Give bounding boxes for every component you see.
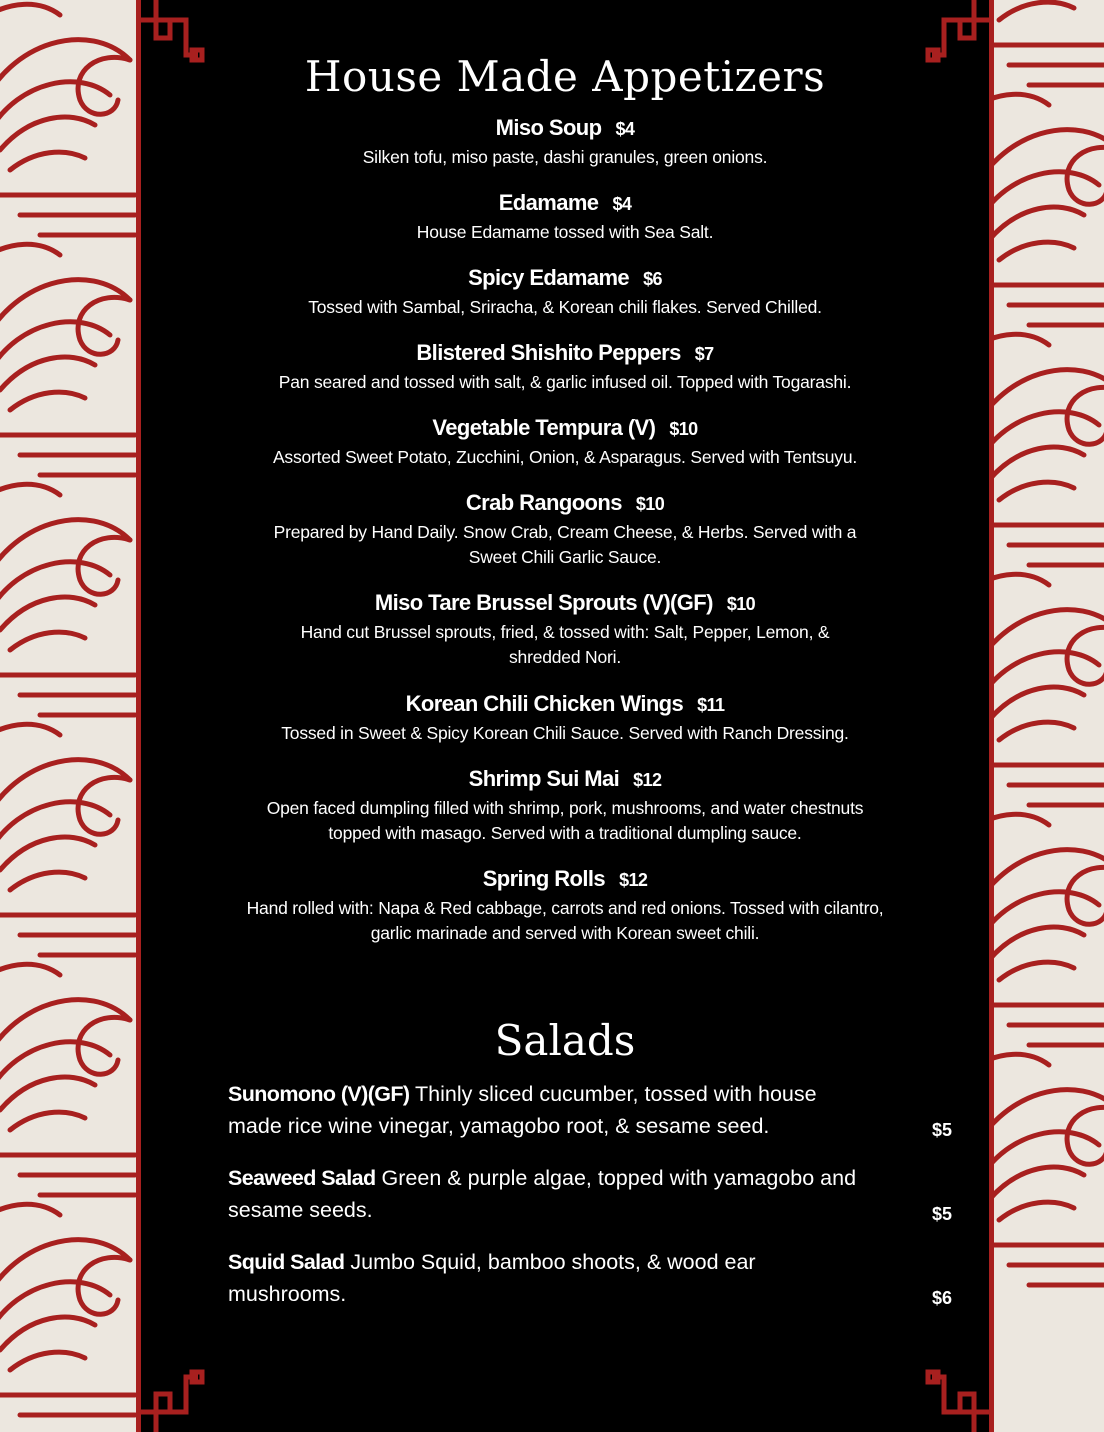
- item-name: Crab Rangoons: [465, 490, 622, 515]
- item-description: Silken tofu, miso paste, dashi granules, green onions.: [362, 147, 768, 167]
- list-item: [141, 487, 989, 587]
- item-description: Thinly sliced cucumber, tossed with house made rice wine vinegar, yamagobo root, & sesame seed.: [228, 1082, 817, 1138]
- item-name: Vegetable Tempura (V): [432, 415, 656, 440]
- item-price: $6: [643, 269, 662, 289]
- item-name: Squid Salad: [228, 1250, 345, 1274]
- fret-corner-icon: [924, 1362, 994, 1432]
- appetizer-list: [141, 112, 989, 943]
- item-price: $10: [635, 494, 665, 514]
- item-price: $5: [931, 1204, 952, 1224]
- item-description: Pan seared and tossed with salt, & garlic infused oil. Topped with Togarashi.: [278, 372, 852, 392]
- item-description: Assorted Sweet Potato, Zucchini, Onion, & Asparagus. Served with Tentsuyu.: [272, 447, 858, 467]
- list-item: [141, 337, 989, 412]
- left-wave-border: [0, 0, 140, 1432]
- item-description: Open faced dumpling filled with shrimp, pork, mushrooms, and water chestnuts topped with masago. Served with a traditional dumpling sauce.: [266, 798, 864, 843]
- item-name: Shrimp Sui Mai: [468, 766, 620, 791]
- appetizers-title: House Made Appetizers: [304, 52, 826, 101]
- list-item: [141, 187, 989, 262]
- item-price: $4: [612, 194, 632, 214]
- list-item: [141, 112, 989, 187]
- list-item: [141, 412, 989, 487]
- list-item: [228, 1246, 952, 1310]
- item-name: Seaweed Salad: [228, 1166, 376, 1190]
- list-item: [141, 763, 989, 863]
- item-description: Prepared by Hand Daily. Snow Crab, Cream Cheese, & Herbs. Served with a Sweet Chili Garlic Sauce.: [273, 522, 857, 567]
- item-name: Korean Chili Chicken Wings: [405, 691, 684, 716]
- item-price: $10: [669, 419, 698, 439]
- item-name: Spring Rolls: [482, 866, 606, 891]
- fret-corner-icon: [136, 1362, 206, 1432]
- item-description: House Edamame tossed with Sea Salt.: [416, 222, 714, 242]
- salads-title: Salads: [494, 1016, 636, 1065]
- item-price: $12: [633, 770, 662, 790]
- item-name: Miso Soup: [495, 115, 602, 140]
- wave-pattern-icon: [0, 0, 140, 1432]
- item-description: Tossed with Sambal, Sriracha, & Korean chili flakes. Served Chilled.: [308, 297, 822, 317]
- item-price: $10: [726, 594, 756, 614]
- item-name: Edamame: [498, 190, 599, 215]
- item-name: Blistered Shishito Peppers: [416, 340, 681, 365]
- item-description: Tossed in Sweet & Spicy Korean Chili Sauce. Served with Ranch Dressing.: [281, 723, 849, 743]
- right-wave-border: [989, 0, 1104, 1432]
- list-item: [141, 863, 989, 943]
- item-description: Hand rolled with: Napa & Red cabbage, carrots and red onions. Tossed with cilantro, garlic marinade and served with Korean sweet chili.: [246, 898, 884, 943]
- item-price: $12: [619, 870, 648, 890]
- item-description: Hand cut Brussel sprouts, fried, & tossed with: Salt, Pepper, Lemon, & shredded Nori.: [300, 622, 830, 667]
- menu-panel: [136, 0, 994, 1432]
- list-item: [228, 1078, 952, 1142]
- item-price: $7: [694, 344, 714, 364]
- wave-pattern-icon: [989, 0, 1104, 1432]
- item-price: $11: [697, 695, 725, 715]
- item-description: Green & purple algae, topped with yamagobo and sesame seeds.: [228, 1166, 857, 1222]
- list-item: [141, 587, 989, 688]
- list-item: [228, 1162, 952, 1226]
- item-name: Spicy Edamame: [468, 265, 630, 290]
- list-item: [141, 262, 989, 337]
- item-name: Miso Tare Brussel Sprouts (V)(GF): [374, 590, 713, 615]
- item-name: Sunomono (V)(GF): [228, 1082, 410, 1106]
- list-item: [141, 688, 989, 763]
- item-price: $4: [615, 119, 635, 139]
- item-description: Jumbo Squid, bamboo shoots, & wood ear mushrooms.: [228, 1250, 756, 1306]
- item-price: $6: [931, 1288, 952, 1308]
- item-price: $5: [931, 1120, 952, 1140]
- salad-list: [228, 1078, 952, 1330]
